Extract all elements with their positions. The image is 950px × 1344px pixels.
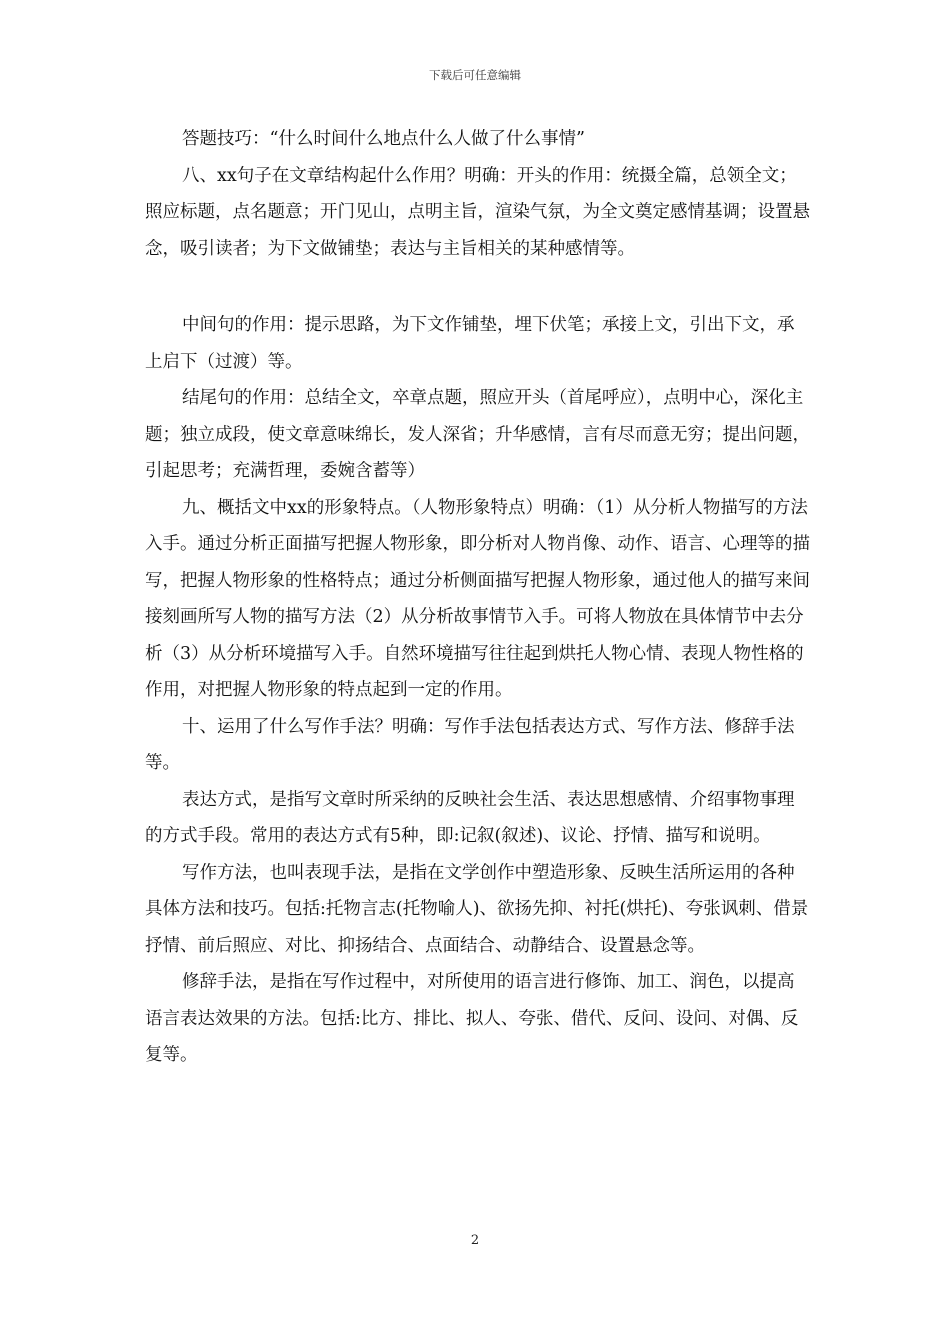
paragraph-writing-method: 写作方法，也叫表现手法，是指在文学创作中塑造形象、反映生活所运用的各种具体方法和技巧。包括:托物言志(托物喻人)、欲扬先抑、衬托(烘托)、夸张讽刺、借景抒情、前后照应、对比、抑扬结合、点面结合、动静结合、设置悬念等。 [145, 862, 809, 956]
paragraph-answer-tip: 答题技巧：“什么时间什么地点什么人做了什么事情” [182, 129, 585, 149]
paragraph-eight: 八、xx句子在文章结构起什么作用？明确：开头的作用：统摄全篇，总领全文；照应标题，点名题意；开门见山，点明主旨，渲染气氛，为全文奠定感情基调；设置悬念，吸引读者；为下文做铺垫；表达与主旨相关的某种感情等。 [145, 165, 810, 259]
page-header: 下载后可任意编辑 [429, 68, 521, 82]
paragraph-ten: 十、运用了什么写作手法？明确：写作手法包括表达方式、写作方法、修辞手法等。 [145, 716, 795, 773]
paragraph-middle-sentence: 中间句的作用：提示思路，为下文作铺垫，埋下伏笔；承接上文，引出下文，承上启下（过渡）等。 [145, 315, 795, 372]
paragraph-expression: 表达方式，是指写文章时所采纳的反映社会生活、表达思想感情、介绍事物事理的方式手段。常用的表达方式有5种，即:记叙(叙述)、议论、抒情、描写和说明。 [145, 789, 795, 846]
paragraph-ending-sentence: 结尾句的作用：总结全文，卒章点题，照应开头（首尾呼应），点明中心，深化主题；独立成段，使文章意味绵长，发人深省；升华感情，言有尽而意无穷；提出问题，引起思考；充满哲理，委婉含蓄等） [145, 388, 810, 481]
paragraph-rhetoric: 修辞手法，是指在写作过程中，对所使用的语言进行修饰、加工、润色，以提高语言表达效果的方法。包括:比方、排比、拟人、夸张、借代、反问、设问、对偶、反复等。 [145, 972, 799, 1065]
paragraph-nine: 九、概括文中xx的形象特点。（人物形象特点）明确：（1）从分析人物描写的方法入手。通过分析正面描写把握人物形象，即分析对人物肖像、动作、语言、心理等的描写，把握人物形象的性格特点；通过分析侧面描写把握人物形象，通过他人的描写来间接刻画所写人物的描写方法（2）从分析故事情节入手。可将人物放在具体情节中去分析（3）从分析环境描写入手。自然环境描写往往起到烘托人物心情、表现人物性格的作用，对把握人物形象的特点起到一定的作用。 [145, 497, 810, 700]
paragraph-gap [145, 267, 810, 307]
page-number: 2 [470, 1233, 480, 1248]
document-body [145, 121, 810, 1074]
